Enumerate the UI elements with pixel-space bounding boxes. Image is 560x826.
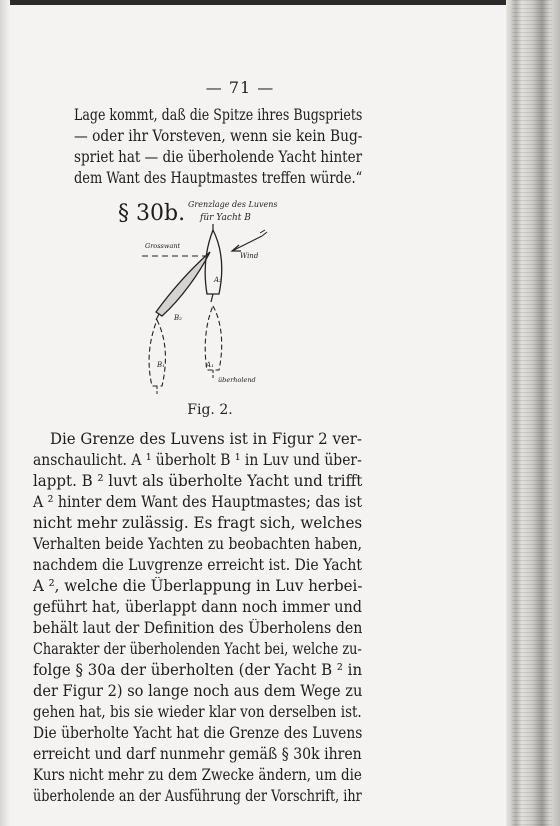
- wind-arrow: [232, 230, 267, 251]
- text-line: Verhalten beide Yachten zu beobachten haben,: [33, 535, 363, 553]
- yacht-b1: [149, 320, 165, 394]
- label-wind: Wind: [240, 252, 259, 260]
- page-left-shadow: [0, 0, 10, 826]
- text-line: erreicht und darf nunmehr gemäß § 30k ihren: [33, 745, 362, 763]
- text-line: A ², welche die Überlappung in Luv herbei-: [33, 577, 363, 595]
- text-line: behält laut der Definition des Überholens den: [33, 619, 363, 637]
- text-line: nachdem die Luvgrenze erreicht ist. Die Yacht: [33, 556, 362, 574]
- label-a2: A₂: [214, 276, 222, 284]
- label-a1: A₁: [206, 361, 214, 369]
- text-line: Die überholte Yacht hat die Grenze des Luvens: [33, 724, 363, 742]
- yacht-b2: [156, 252, 210, 320]
- text-line: folge § 30a der überholten (der Yacht B ² in: [33, 661, 363, 679]
- text-line: anschaulicht. A ¹ überholt B ¹ in Luv und über-: [33, 451, 362, 469]
- text-line: — oder ihr Vorsteven, wenn sie kein Bug-: [74, 127, 363, 145]
- text-line: geführt hat, überlappt dann noch immer und: [33, 598, 363, 616]
- page-number: — 71 —: [205, 78, 275, 97]
- figure-section-label: § 30b.: [118, 201, 186, 226]
- text-line: lappt. B ² luvt als überholte Yacht und trifft: [33, 472, 363, 490]
- text-line: Charakter der überholenden Yacht bei, welche zu-: [33, 640, 362, 658]
- yacht-a2: [205, 224, 221, 302]
- text-line: überholende an der Ausführung der Vorschrift, ihr: [33, 787, 362, 805]
- text-line: Die Grenze des Luvens ist in Figur 2 ver-: [50, 430, 362, 448]
- text-line: gehen hat, bis sie wieder klar von derselben ist.: [33, 703, 362, 721]
- text-line: nicht mehr zulässig. Es fragt sich, welches: [33, 514, 363, 532]
- figure-note-line1: Grenzlage des Luvens: [188, 200, 278, 209]
- text-line: A ² hinter dem Want des Hauptmastes; das ist: [33, 493, 363, 511]
- text-line: spriet hat — die überholende Yacht hinter: [74, 148, 363, 166]
- text-line: der Figur 2) so lange noch aus dem Wege zu: [33, 682, 363, 700]
- binding-texture: [512, 0, 552, 826]
- figure-caption: Fig. 2.: [187, 402, 233, 418]
- figure-note-line2: für Yacht B: [200, 213, 251, 223]
- label-grosswant: Grosswant: [145, 242, 181, 250]
- yacht-diagram: [100, 190, 320, 395]
- label-ueberholend: überholend: [218, 376, 256, 384]
- text-line: dem Want des Hauptmastes treffen würde.“: [74, 169, 363, 187]
- text-line: Lage kommt, daß die Spitze ihres Bugspriets: [74, 106, 363, 124]
- text-line: Kurs nicht mehr zu dem Zwecke ändern, um die: [33, 766, 362, 784]
- label-b1: B₁: [157, 361, 165, 369]
- page-top-edge: [0, 0, 560, 5]
- label-b2: B₂: [174, 314, 182, 322]
